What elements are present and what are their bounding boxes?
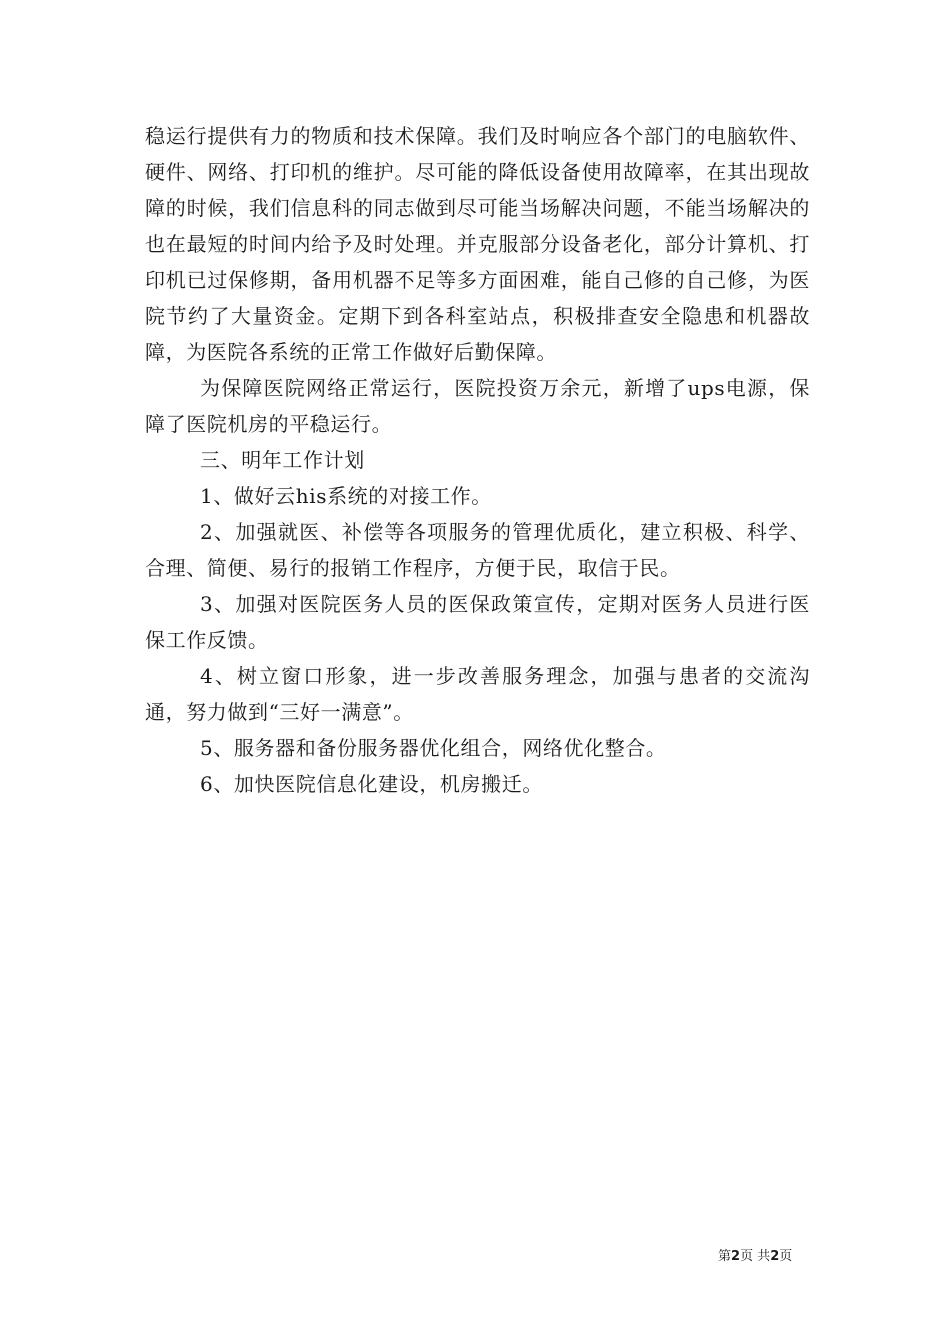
plan-item-5: 5、服务器和备份服务器优化组合，网络优化整合。 [200, 736, 667, 760]
plan-item-6: 6、加快医院信息化建设，机房搬迁。 [200, 772, 543, 796]
plan-item-4: 4、树立窗口形象，进一步改善服务理念，加强与患者的交流沟通，努力做到“三好一满意”。 [145, 664, 810, 724]
document-body [145, 118, 810, 802]
paragraph-continued-maintenance: 稳运行提供有力的物质和技术保障。我们及时响应各个部门的电脑软件、硬件、网络、打印机的维护。尽可能的降低设备使用故障率，在其出现故障的时候，我们信息科的同志做到尽可能当场解决问题，不能当场解决的也在最短的时间内给予及时处理。并克服部分设备老化，部分计算机、打印机已过保修期，备用机器不足等多方面困难，能自己修的自己修，为医院节约了大量资金。定期下到各科室站点，积极排查安全隐患和机器故障，为医院各系统的正常工作做好后勤保障。 [145, 124, 810, 364]
page-number-footer [718, 1248, 792, 1266]
paragraph-ups-power: 为保障医院网络正常运行，医院投资万余元，新增了ups电源，保障了医院机房的平稳运行。 [145, 376, 810, 436]
plan-item-2: 2、加强就医、补偿等各项服务的管理优质化，建立积极、科学、合理、简便、易行的报销工作程序，方便于民，取信于民。 [145, 520, 810, 580]
footer-prefix: 第 [718, 1249, 732, 1264]
plan-item-1: 1、做好云his系统的对接工作。 [200, 484, 492, 508]
current-page-number: 2 [731, 1249, 741, 1264]
footer-suffix: 页 [779, 1249, 793, 1264]
section-heading-next-year-plan: 三、明年工作计划 [200, 448, 365, 472]
footer-middle: 页 共 [740, 1249, 771, 1264]
total-page-number: 2 [770, 1249, 780, 1264]
plan-item-3: 3、加强对医院医务人员的医保政策宣传，定期对医务人员进行医保工作反馈。 [145, 592, 810, 652]
